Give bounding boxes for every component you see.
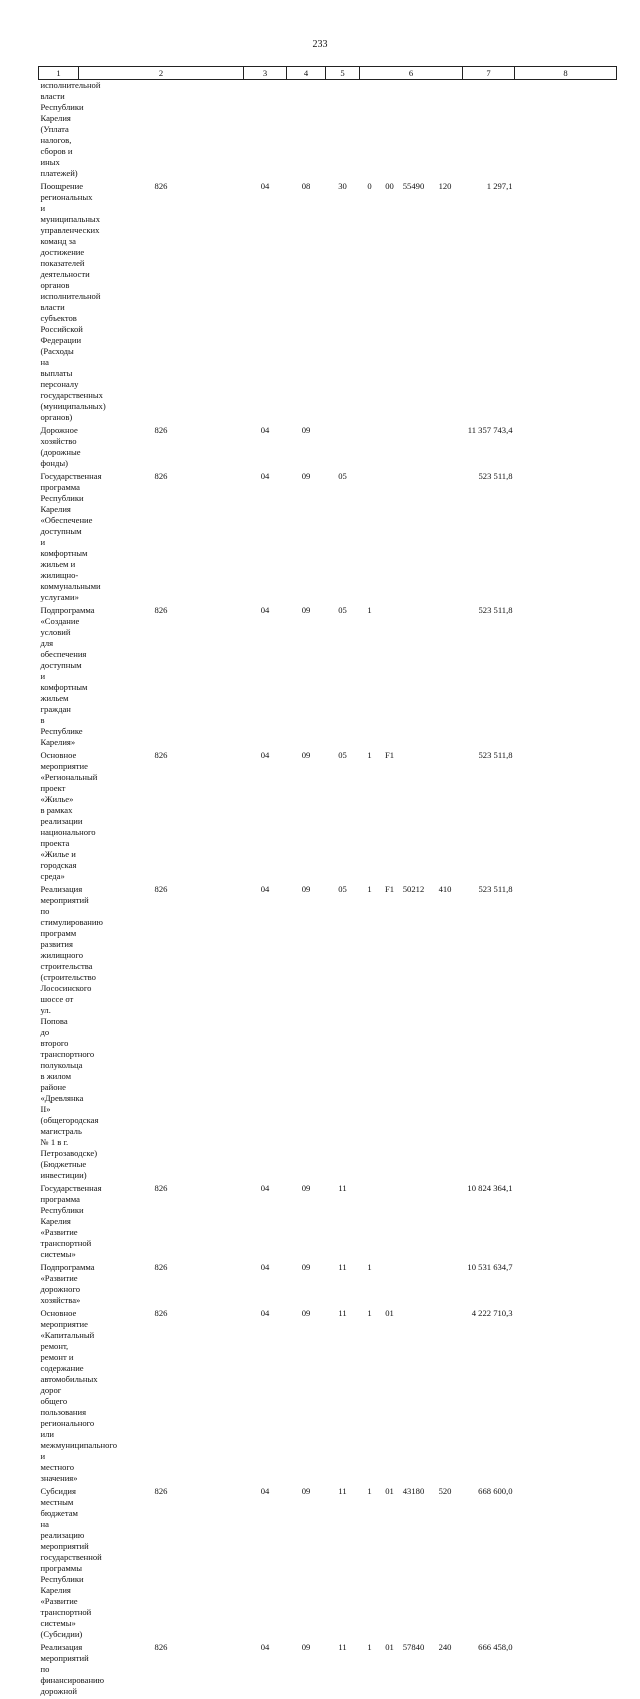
row-expense-type-cell: 520 (428, 1486, 463, 1642)
row-measure-cell (380, 1262, 400, 1308)
row-subsection-cell (287, 80, 326, 182)
row-direction-cell: 43180 (400, 1486, 428, 1642)
row-section-cell: 04 (244, 605, 287, 750)
row-measure-cell: F1 (380, 884, 400, 1183)
row-name-cell: Государственная программа Республики Карелия «Развитие транспортной системы» (39, 1183, 79, 1262)
row-amount-cell (463, 80, 515, 182)
row-name-cell: Подпрограмма «Развитие дорожного хозяйства» (39, 1262, 79, 1308)
row-name-cell: Государственная программа Республики Карелия «Обеспечение доступным и комфортным жильем и жилищно-коммунальными услугами» (39, 471, 79, 605)
row-program-cell: 11 (326, 1262, 360, 1308)
row-subprogram-cell (360, 1183, 380, 1262)
row-amount-cell: 523 511,8 (463, 471, 515, 605)
row-name-cell: Реализация мероприятий по финансированию дорожной (39, 1642, 79, 1699)
row-code-cell: 826 (79, 1262, 244, 1308)
row-amount-cell: 523 511,8 (463, 750, 515, 884)
row-subsection-cell: 09 (287, 884, 326, 1183)
row-direction-cell: 57840 (400, 1642, 428, 1699)
table-row (39, 1262, 617, 1308)
table-row (39, 884, 617, 1183)
row-code-cell: 826 (79, 425, 244, 471)
row-code-cell: 826 (79, 1642, 244, 1699)
row-expense-type-cell (428, 605, 463, 750)
row-program-cell: 11 (326, 1183, 360, 1262)
row-section-cell: 04 (244, 1262, 287, 1308)
column-header-7: 7 (463, 67, 515, 80)
table-row (39, 80, 617, 182)
column-header-4: 4 (287, 67, 326, 80)
row-measure-cell: 01 (380, 1308, 400, 1486)
row-code-cell: 826 (79, 1183, 244, 1262)
row-code-cell: 826 (79, 471, 244, 605)
row-expense-type-cell: 240 (428, 1642, 463, 1699)
row-measure-cell (380, 1183, 400, 1262)
row-subsection-cell: 09 (287, 1308, 326, 1486)
row-section-cell: 04 (244, 1308, 287, 1486)
row-direction-cell (400, 471, 428, 605)
row-expense-type-cell (428, 750, 463, 884)
row-section-cell: 04 (244, 471, 287, 605)
row-expense-type-cell: 410 (428, 884, 463, 1183)
row-section-cell: 04 (244, 181, 287, 425)
row-name-cell: Реализация мероприятий по стимулированию программ развития жилищного строительства (строительство Лососинского шоссе от ул. Попова до второго транспортного полукольца в жилом районе «Древлянка II» (общегородская магистраль № 1 в г. Петрозаводске) (Бюджетные инвестиции) (39, 884, 79, 1183)
row-program-cell: 11 (326, 1308, 360, 1486)
row-amount-cell: 11 357 743,4 (463, 425, 515, 471)
row-program-cell: 11 (326, 1486, 360, 1642)
row-code-cell: 826 (79, 884, 244, 1183)
row-subprogram-cell (360, 80, 380, 182)
row-program-cell: 05 (326, 605, 360, 750)
row-expense-type-cell (428, 471, 463, 605)
column-header-8: 8 (515, 67, 617, 80)
row-code-cell: 826 (79, 1308, 244, 1486)
row-section-cell: 04 (244, 425, 287, 471)
row-measure-cell (380, 471, 400, 605)
row-subsection-cell: 08 (287, 181, 326, 425)
row-subsection-cell: 09 (287, 605, 326, 750)
row-subsection-cell: 09 (287, 1183, 326, 1262)
row-direction-cell (400, 425, 428, 471)
row-expense-type-cell (428, 425, 463, 471)
row-code-cell: 826 (79, 605, 244, 750)
row-name-cell: Подпрограмма «Создание условий для обеспечения доступным и комфортным жильем граждан в Республике Карелия» (39, 605, 79, 750)
row-measure-cell (380, 80, 400, 182)
row-subsection-cell: 09 (287, 425, 326, 471)
row-subsection-cell: 09 (287, 1486, 326, 1642)
row-expense-type-cell (428, 1308, 463, 1486)
table-row (39, 1183, 617, 1262)
table-row (39, 1486, 617, 1642)
row-direction-cell: 50212 (400, 884, 428, 1183)
row-direction-cell (400, 1308, 428, 1486)
row-program-cell: 11 (326, 1642, 360, 1699)
row-code-cell: 826 (79, 1486, 244, 1642)
row-program-cell (326, 80, 360, 182)
column-header-1: 1 (39, 67, 79, 80)
row-direction-cell (400, 1262, 428, 1308)
row-program-cell (326, 425, 360, 471)
row-amount-cell: 1 297,1 (463, 181, 515, 425)
table-row (39, 1308, 617, 1486)
row-expense-type-cell (428, 80, 463, 182)
column-header-6: 6 (360, 67, 463, 80)
row-measure-cell: 00 (380, 181, 400, 425)
row-subsection-cell: 09 (287, 471, 326, 605)
column-header-2: 2 (79, 67, 244, 80)
row-amount-cell: 523 511,8 (463, 605, 515, 750)
row-measure-cell (380, 425, 400, 471)
row-section-cell (244, 80, 287, 182)
row-name-cell: Поощрение региональных и муниципальных управленческих команд за достижение показателей деятельности органов исполнительной власти субъектов Российской Федерации (Расходы на выплаты персоналу государственных (муниципальных) органов) (39, 181, 79, 425)
column-header-5: 5 (326, 67, 360, 80)
row-amount-cell: 4 222 710,3 (463, 1308, 515, 1486)
row-subprogram-cell: 1 (360, 1262, 380, 1308)
row-section-cell: 04 (244, 1183, 287, 1262)
row-subprogram-cell (360, 471, 380, 605)
row-amount-cell: 666 458,0 (463, 1642, 515, 1699)
row-direction-cell (400, 750, 428, 884)
table-row (39, 181, 617, 425)
table-row (39, 471, 617, 605)
row-subsection-cell: 09 (287, 750, 326, 884)
budget-table (38, 66, 617, 1699)
row-direction-cell (400, 80, 428, 182)
row-expense-type-cell (428, 1262, 463, 1308)
row-name-cell: Дорожное хозяйство (дорожные фонды) (39, 425, 79, 471)
row-program-cell: 05 (326, 884, 360, 1183)
row-subprogram-cell: 1 (360, 1642, 380, 1699)
row-measure-cell (380, 605, 400, 750)
row-amount-cell: 10 531 634,7 (463, 1262, 515, 1308)
row-name-cell: Субсидия местным бюджетам на реализацию мероприятий государственной программы Республики Карелия «Развитие транспортной системы» (Субсидии) (39, 1486, 79, 1642)
row-measure-cell: 01 (380, 1486, 400, 1642)
row-subprogram-cell: 1 (360, 1308, 380, 1486)
row-section-cell: 04 (244, 750, 287, 884)
row-amount-cell: 523 511,8 (463, 884, 515, 1183)
row-subprogram-cell: 1 (360, 750, 380, 884)
row-code-cell: 826 (79, 750, 244, 884)
row-name-cell: исполнительной власти Республики Карелия (Уплата налогов, сборов и иных платежей) (39, 80, 79, 182)
table-row (39, 425, 617, 471)
row-measure-cell: F1 (380, 750, 400, 884)
row-direction-cell (400, 1183, 428, 1262)
row-code-cell: 826 (79, 181, 244, 425)
row-subsection-cell: 09 (287, 1642, 326, 1699)
row-direction-cell (400, 605, 428, 750)
row-section-cell: 04 (244, 1486, 287, 1642)
row-expense-type-cell (428, 1183, 463, 1262)
row-amount-cell: 668 600,0 (463, 1486, 515, 1642)
row-subsection-cell: 09 (287, 1262, 326, 1308)
row-subprogram-cell: 1 (360, 1486, 380, 1642)
row-subprogram-cell (360, 425, 380, 471)
row-program-cell: 05 (326, 471, 360, 605)
table-row (39, 1642, 617, 1699)
table-header-row (39, 67, 617, 80)
table-row (39, 605, 617, 750)
column-header-3: 3 (244, 67, 287, 80)
row-section-cell: 04 (244, 884, 287, 1183)
row-code-cell (79, 80, 244, 182)
row-measure-cell: 01 (380, 1642, 400, 1699)
row-direction-cell: 55490 (400, 181, 428, 425)
row-amount-cell: 10 824 364,1 (463, 1183, 515, 1262)
row-name-cell: Основное мероприятие «Региональный проект «Жилье» в рамках реализации национального проекта «Жилье и городская среда» (39, 750, 79, 884)
row-program-cell: 05 (326, 750, 360, 884)
row-expense-type-cell: 120 (428, 181, 463, 425)
table-body (39, 80, 617, 1699)
row-program-cell: 30 (326, 181, 360, 425)
row-subprogram-cell: 0 (360, 181, 380, 425)
row-section-cell: 04 (244, 1642, 287, 1699)
table-row (39, 750, 617, 884)
row-subprogram-cell: 1 (360, 884, 380, 1183)
row-name-cell: Основное мероприятие «Капитальный ремонт, ремонт и содержание автомобильных дорог общего пользования регионального или межмуниципального и местного значения» (39, 1308, 79, 1486)
page-number: 233 (0, 39, 640, 50)
row-subprogram-cell: 1 (360, 605, 380, 750)
